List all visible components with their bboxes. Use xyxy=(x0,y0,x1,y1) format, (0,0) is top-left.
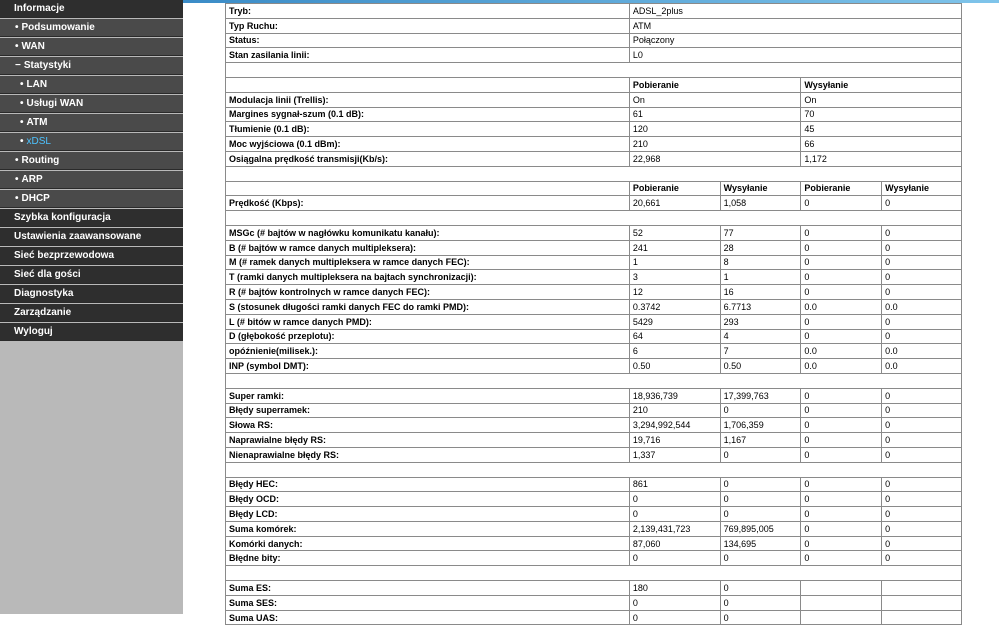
value-cell: 0 xyxy=(801,403,882,418)
value-cell: 7 xyxy=(720,344,801,359)
row-label: Słowa RS: xyxy=(226,418,630,433)
row-label: Tryb: xyxy=(226,4,630,19)
value-cell: 19,716 xyxy=(629,433,720,448)
value-cell: 0 xyxy=(882,329,962,344)
table-row xyxy=(226,92,962,107)
value-cell: 0 xyxy=(801,418,882,433)
value-cell: 0 xyxy=(882,536,962,551)
spacer-row xyxy=(226,63,962,78)
value-cell: 0 xyxy=(629,595,720,610)
menu-item-label: Zarządzanie xyxy=(14,307,72,318)
row-label: R (# bajtów kontrolnych w ramce danych FEC): xyxy=(226,285,630,300)
value-cell xyxy=(882,610,962,625)
value-cell: 0 xyxy=(801,314,882,329)
menu-item-label: Usługi WAN xyxy=(26,98,84,109)
menu-diagnostyka[interactable] xyxy=(0,285,183,303)
bullet-icon: • xyxy=(15,155,19,166)
menu-item-label: Sieć bezprzewodowa xyxy=(14,250,115,261)
bullet-icon: • xyxy=(15,22,19,33)
row-label: Błędy OCD: xyxy=(226,492,630,507)
spacer-cell xyxy=(226,373,962,388)
spacer-cell xyxy=(226,462,962,477)
header-row xyxy=(226,77,962,92)
menu-item-label: Statystyki xyxy=(23,60,72,71)
value-cell: 0 xyxy=(720,581,801,596)
row-label: Nienaprawialne błędy RS: xyxy=(226,447,630,462)
menu-item-label: WAN xyxy=(21,41,45,52)
row-label: Suma UAS: xyxy=(226,610,630,625)
value-cell: 45 xyxy=(801,122,962,137)
value-cell: 0 xyxy=(629,610,720,625)
value-cell: 0.3742 xyxy=(629,299,720,314)
table-row xyxy=(226,137,962,152)
value-cell: 0 xyxy=(801,285,882,300)
value-cell: 0 xyxy=(882,418,962,433)
value-cell: 52 xyxy=(629,225,720,240)
value-cell: 16 xyxy=(720,285,801,300)
menu-lan[interactable] xyxy=(0,76,183,94)
menu-item-label: Podsumowanie xyxy=(21,22,95,33)
value-cell: 0 xyxy=(882,285,962,300)
value-cell: 0 xyxy=(720,507,801,522)
value-cell: 0 xyxy=(882,225,962,240)
row-label: S (stosunek długości ramki danych FEC do ramki PMD): xyxy=(226,299,630,314)
column-header: Wysyłanie xyxy=(801,77,962,92)
menu-zarzadzanie[interactable] xyxy=(0,304,183,322)
value-cell: 0 xyxy=(720,551,801,566)
header-empty-cell xyxy=(226,77,630,92)
table-row xyxy=(226,447,962,462)
sidebar-menu xyxy=(0,0,183,614)
menu-uslugi-wan[interactable] xyxy=(0,95,183,113)
menu-siec-dla-gosci[interactable] xyxy=(0,266,183,284)
row-label: Komórki danych: xyxy=(226,536,630,551)
value-cell: 61 xyxy=(629,107,801,122)
table-row xyxy=(226,151,962,166)
value-cell: 0 xyxy=(882,433,962,448)
table-row xyxy=(226,240,962,255)
value-cell: ATM xyxy=(629,18,961,33)
table-row xyxy=(226,270,962,285)
value-cell: 0 xyxy=(801,536,882,551)
spacer-row xyxy=(226,211,962,226)
value-cell: Połączony xyxy=(629,33,961,48)
value-cell: 0 xyxy=(720,403,801,418)
row-label: Stan zasilania linii: xyxy=(226,48,630,63)
bullet-icon: • xyxy=(20,98,24,109)
row-label: Błędy LCD: xyxy=(226,507,630,522)
bullet-icon: • xyxy=(20,136,24,147)
value-cell: 0 xyxy=(629,492,720,507)
row-label: Modulacja linii (Trellis): xyxy=(226,92,630,107)
menu-item-label: Informacje xyxy=(14,3,65,14)
value-cell: 210 xyxy=(629,403,720,418)
table-row xyxy=(226,196,962,211)
table-row xyxy=(226,418,962,433)
row-label: Błędne bity: xyxy=(226,551,630,566)
value-cell: 1,167 xyxy=(720,433,801,448)
spacer-row xyxy=(226,373,962,388)
bullet-icon: • xyxy=(20,117,24,128)
value-cell: 0 xyxy=(801,551,882,566)
value-cell xyxy=(801,595,882,610)
value-cell: 0 xyxy=(720,610,801,625)
value-cell: 6 xyxy=(629,344,720,359)
table-row xyxy=(226,18,962,33)
table-row xyxy=(226,255,962,270)
value-cell: 0.0 xyxy=(882,359,962,374)
value-cell: 0 xyxy=(801,255,882,270)
table-row xyxy=(226,314,962,329)
menu-item-label: Szybka konfiguracja xyxy=(14,212,111,223)
value-cell: 28 xyxy=(720,240,801,255)
column-header: Wysyłanie xyxy=(720,181,801,196)
value-cell: 1,172 xyxy=(801,151,962,166)
value-cell: 0 xyxy=(720,447,801,462)
value-cell: 0 xyxy=(801,447,882,462)
value-cell: 861 xyxy=(629,477,720,492)
value-cell: 180 xyxy=(629,581,720,596)
value-cell: 0 xyxy=(882,255,962,270)
row-label: Super ramki: xyxy=(226,388,630,403)
xdsl-statistics-table xyxy=(225,3,962,625)
menu-routing[interactable] xyxy=(0,152,183,170)
value-cell: 6.7713 xyxy=(720,299,801,314)
value-cell: 0.0 xyxy=(882,344,962,359)
table-row xyxy=(226,433,962,448)
spacer-cell xyxy=(226,166,962,181)
bullet-icon: • xyxy=(15,174,19,185)
table-row xyxy=(226,521,962,536)
spacer-cell xyxy=(226,211,962,226)
value-cell: 12 xyxy=(629,285,720,300)
menu-wyloguj[interactable] xyxy=(0,323,183,341)
row-label: M (# ramek danych multipleksera w ramce danych FEC): xyxy=(226,255,630,270)
value-cell: 0 xyxy=(801,521,882,536)
menu-item-label: xDSL xyxy=(26,136,51,147)
value-cell: 18,936,739 xyxy=(629,388,720,403)
value-cell xyxy=(882,581,962,596)
value-cell: 77 xyxy=(720,225,801,240)
value-cell: 0 xyxy=(882,507,962,522)
value-cell: 0 xyxy=(720,477,801,492)
column-header: Wysyłanie xyxy=(882,181,962,196)
column-header: Pobieranie xyxy=(629,77,801,92)
value-cell: 0 xyxy=(801,433,882,448)
value-cell: 4 xyxy=(720,329,801,344)
value-cell: 70 xyxy=(801,107,962,122)
row-label: L (# bitów w ramce danych PMD): xyxy=(226,314,630,329)
row-label: Prędkość (Kbps): xyxy=(226,196,630,211)
table-row xyxy=(226,4,962,19)
menu-xdsl[interactable] xyxy=(0,133,183,151)
table-row xyxy=(226,359,962,374)
value-cell: 241 xyxy=(629,240,720,255)
value-cell: 0 xyxy=(801,388,882,403)
value-cell: 8 xyxy=(720,255,801,270)
value-cell: 0 xyxy=(801,240,882,255)
value-cell: On xyxy=(629,92,801,107)
table-row xyxy=(226,492,962,507)
value-cell: 66 xyxy=(801,137,962,152)
row-label: Margines sygnał-szum (0.1 dB): xyxy=(226,107,630,122)
value-cell: 0 xyxy=(882,240,962,255)
table-row xyxy=(226,344,962,359)
value-cell: 0 xyxy=(882,477,962,492)
value-cell: ADSL_2plus xyxy=(629,4,961,19)
menu-statystyki[interactable] xyxy=(0,57,183,75)
row-label: T (ramki danych multipleksera na bajtach synchronizacji): xyxy=(226,270,630,285)
value-cell: 1,058 xyxy=(720,196,801,211)
table-row xyxy=(226,299,962,314)
table-row xyxy=(226,610,962,625)
row-label: D (głębokość przeplotu): xyxy=(226,329,630,344)
value-cell: 0 xyxy=(882,388,962,403)
value-cell: 0 xyxy=(882,196,962,211)
menu-dhcp[interactable] xyxy=(0,190,183,208)
value-cell: 0.50 xyxy=(720,359,801,374)
menu-item-label: ATM xyxy=(26,117,48,128)
value-cell: 2,139,431,723 xyxy=(629,521,720,536)
menu-ustawienia-zaawansowane[interactable] xyxy=(0,228,183,246)
value-cell: 0 xyxy=(882,270,962,285)
value-cell: 0 xyxy=(882,447,962,462)
table-row xyxy=(226,507,962,522)
table-row xyxy=(226,329,962,344)
value-cell: 0 xyxy=(882,551,962,566)
value-cell: 769,895,005 xyxy=(720,521,801,536)
spacer-row xyxy=(226,462,962,477)
row-label: Błędy HEC: xyxy=(226,477,630,492)
value-cell: 0.50 xyxy=(629,359,720,374)
spacer-cell xyxy=(226,566,962,581)
row-label: INP (symbol DMT): xyxy=(226,359,630,374)
menu-item-label: DHCP xyxy=(21,193,50,204)
value-cell: 87,060 xyxy=(629,536,720,551)
table-row xyxy=(226,107,962,122)
value-cell xyxy=(801,610,882,625)
table-row xyxy=(226,388,962,403)
value-cell: 17,399,763 xyxy=(720,388,801,403)
value-cell: 210 xyxy=(629,137,801,152)
header-empty-cell xyxy=(226,181,630,196)
row-label: MSGc (# bajtów w nagłówku komunikatu kanału): xyxy=(226,225,630,240)
table-row xyxy=(226,285,962,300)
table-row xyxy=(226,48,962,63)
value-cell xyxy=(801,581,882,596)
table-row xyxy=(226,536,962,551)
value-cell: 1 xyxy=(629,255,720,270)
menu-siec-bezprzewodowa[interactable] xyxy=(0,247,183,265)
spacer-row xyxy=(226,566,962,581)
value-cell: 0 xyxy=(801,329,882,344)
xdsl-statistics-panel xyxy=(225,3,962,625)
header-row xyxy=(226,181,962,196)
value-cell: 134,695 xyxy=(720,536,801,551)
table-row xyxy=(226,477,962,492)
value-cell: 0 xyxy=(801,225,882,240)
value-cell: 22,968 xyxy=(629,151,801,166)
menu-informacje[interactable] xyxy=(0,0,183,18)
row-label: Suma komórek: xyxy=(226,521,630,536)
value-cell: 1 xyxy=(720,270,801,285)
column-header: Pobieranie xyxy=(801,181,882,196)
menu-wan[interactable] xyxy=(0,38,183,56)
row-label: opóźnienie(milisek.): xyxy=(226,344,630,359)
value-cell: 0.0 xyxy=(801,359,882,374)
menu-item-label: Wyloguj xyxy=(14,326,53,337)
menu-item-label: ARP xyxy=(21,174,43,185)
minus-icon: − xyxy=(15,60,21,71)
value-cell: 293 xyxy=(720,314,801,329)
value-cell: 0.0 xyxy=(801,299,882,314)
value-cell: 1,706,359 xyxy=(720,418,801,433)
value-cell: 0 xyxy=(720,492,801,507)
table-row xyxy=(226,551,962,566)
menu-item-label: Diagnostyka xyxy=(14,288,74,299)
row-label: Status: xyxy=(226,33,630,48)
menu-item-label: Sieć dla gości xyxy=(14,269,81,280)
bullet-icon: • xyxy=(15,41,19,52)
value-cell: 64 xyxy=(629,329,720,344)
row-label: Typ Ruchu: xyxy=(226,18,630,33)
value-cell: 20,661 xyxy=(629,196,720,211)
value-cell: 0 xyxy=(801,507,882,522)
bullet-icon: • xyxy=(15,193,19,204)
value-cell: 0 xyxy=(882,492,962,507)
value-cell: 0.0 xyxy=(801,344,882,359)
value-cell: On xyxy=(801,92,962,107)
row-label: Osiągalna prędkość transmisji(Kb/s): xyxy=(226,151,630,166)
value-cell: 0 xyxy=(801,492,882,507)
value-cell: 0 xyxy=(882,314,962,329)
menu-szybka-konfiguracja[interactable] xyxy=(0,209,183,227)
value-cell: 0 xyxy=(801,477,882,492)
value-cell: 0 xyxy=(801,196,882,211)
value-cell: 0 xyxy=(882,403,962,418)
spacer-cell xyxy=(226,63,962,78)
value-cell: 0 xyxy=(882,521,962,536)
row-label: Suma SES: xyxy=(226,595,630,610)
menu-podsumowanie[interactable] xyxy=(0,19,183,37)
value-cell: 1,337 xyxy=(629,447,720,462)
row-label: Błędy superramek: xyxy=(226,403,630,418)
table-row xyxy=(226,595,962,610)
row-label: Suma ES: xyxy=(226,581,630,596)
value-cell xyxy=(882,595,962,610)
value-cell: L0 xyxy=(629,48,961,63)
value-cell: 3 xyxy=(629,270,720,285)
value-cell: 0 xyxy=(801,270,882,285)
value-cell: 5429 xyxy=(629,314,720,329)
value-cell: 0.0 xyxy=(882,299,962,314)
value-cell: 0 xyxy=(720,595,801,610)
table-row xyxy=(226,581,962,596)
table-row xyxy=(226,33,962,48)
value-cell: 0 xyxy=(629,551,720,566)
menu-arp[interactable] xyxy=(0,171,183,189)
table-row xyxy=(226,122,962,137)
menu-item-label: LAN xyxy=(26,79,48,90)
menu-item-label: Ustawienia zaawansowane xyxy=(14,231,142,242)
table-row xyxy=(226,403,962,418)
value-cell: 3,294,992,544 xyxy=(629,418,720,433)
spacer-row xyxy=(226,166,962,181)
row-label: Tłumienie (0.1 dB): xyxy=(226,122,630,137)
value-cell: 0 xyxy=(629,507,720,522)
row-label: Moc wyjściowa (0.1 dBm): xyxy=(226,137,630,152)
table-row xyxy=(226,225,962,240)
bullet-icon: • xyxy=(20,79,24,90)
menu-item-label: Routing xyxy=(21,155,60,166)
value-cell: 120 xyxy=(629,122,801,137)
row-label: B (# bajtów w ramce danych multipleksera): xyxy=(226,240,630,255)
menu-atm[interactable] xyxy=(0,114,183,132)
column-header: Pobieranie xyxy=(629,181,720,196)
row-label: Naprawialne błędy RS: xyxy=(226,433,630,448)
